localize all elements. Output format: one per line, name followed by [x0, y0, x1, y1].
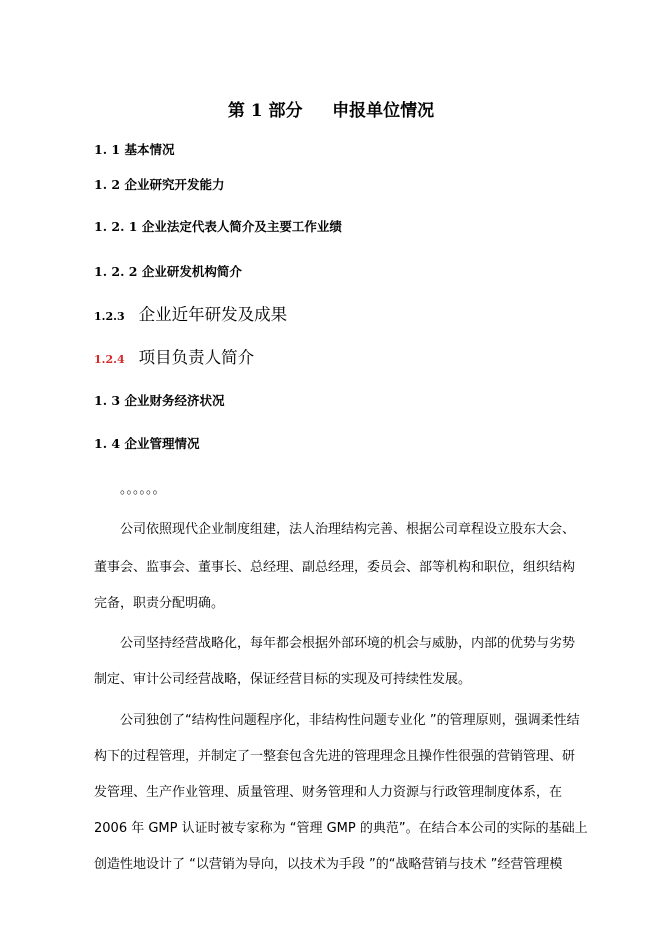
- body-line: 完备，职责分配明确。: [94, 596, 225, 611]
- body-line: 2006 年 GMP 认证时被专家称为 “管理 GMP 的典范”。在结合本公司的实际的基础上: [94, 821, 588, 836]
- body-line: 公司坚持经营战略化，每年都会根据外部环境的机会与威胁，内部的优势与劣势: [120, 636, 576, 651]
- heading-1-2-3: [94, 301, 287, 325]
- heading-1-2-3-number: 1.2.3: [94, 310, 125, 323]
- heading-1-2-1: 1. 2. 1 企业法定代表人简介及主要工作业绩: [94, 219, 342, 234]
- heading-1-2-4: [94, 344, 254, 368]
- body-line: 发管理、生产作业管理、质量管理、财务管理和人力资源与行政管理制度体系，在: [94, 785, 563, 800]
- heading-1-2-4-text: 项目负责人简介: [138, 348, 255, 367]
- heading-1-2-4-number: 1.2.4: [94, 353, 125, 366]
- body-line: 公司依照现代企业制度组建，法人治理结构完善、根据公司章程设立股东大会、: [120, 522, 576, 537]
- heading-1-2-2: 1. 2. 2 企业研发机构简介: [94, 264, 242, 279]
- body-line: 构下的过程管理，并制定了一整套包含先进的管理理念且操作性很强的营销管理、研: [94, 749, 576, 764]
- page-title: 第 1 部分 申报单位情况: [227, 101, 435, 121]
- body-line: 董事会、监事会、董事长、总经理、副总经理，委员会、部等机构和职位，组织结构: [94, 560, 576, 575]
- body-line: 制定、审计公司经营战略，保证经营目标的实现及可持续性发展。: [94, 672, 472, 687]
- ellipsis-line: 。。。。。。: [120, 482, 166, 497]
- heading-1-3: 1. 3 企业财务经济状况: [94, 393, 225, 408]
- body-line: 创造性地设计了 “以营销为导向，以技术为手段 ”的“战略营销与技术 ”经营管理模: [94, 857, 563, 872]
- heading-1-4: 1. 4 企业管理情况: [94, 436, 200, 451]
- heading-1-2: 1. 2 企业研究开发能力: [94, 177, 225, 192]
- body-line: 公司独创了“结构性问题程序化，非结构性问题专业化 ”的管理原则，强调柔性结: [120, 713, 580, 728]
- heading-1-1: 1. 1 基本情况: [94, 142, 175, 157]
- heading-1-2-3-text: 企业近年研发及成果: [138, 305, 288, 324]
